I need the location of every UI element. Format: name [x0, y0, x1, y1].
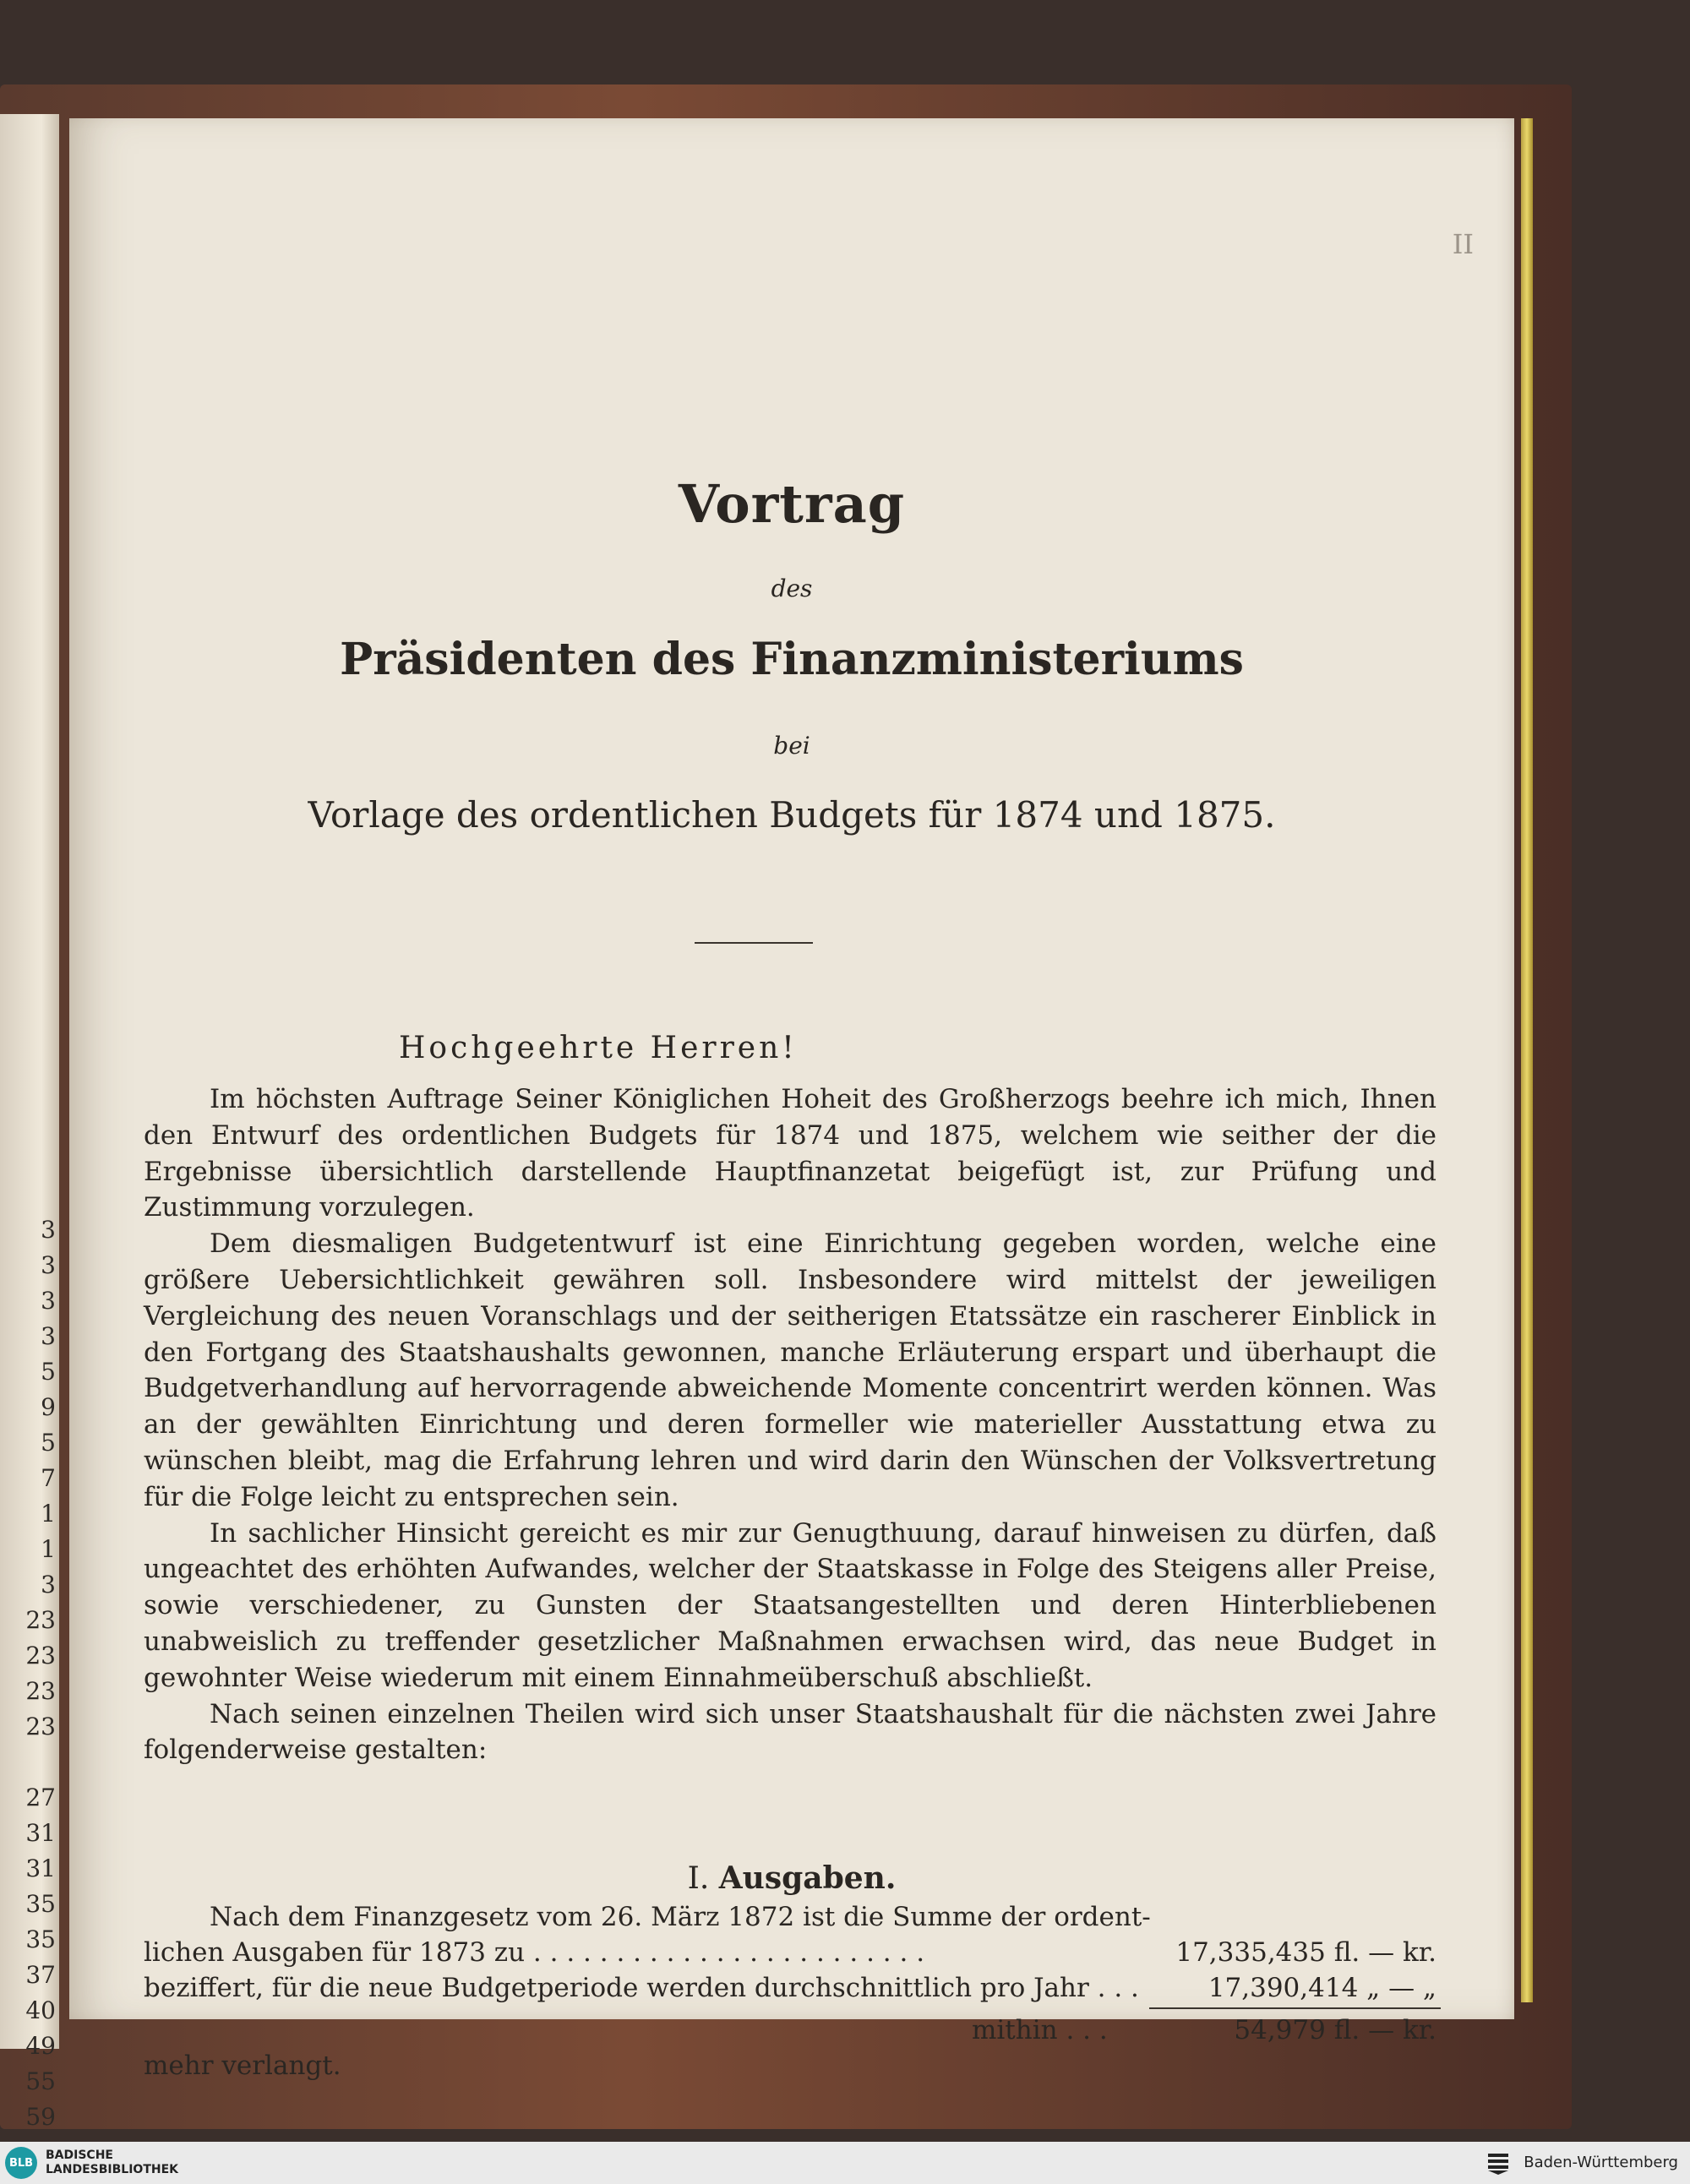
finance-row	[144, 2012, 1436, 2048]
title-line3: Vorlage des ordentlichen Budgets für 1874 und 1875.	[308, 794, 1276, 836]
left-page-number: 55	[25, 2067, 56, 2095]
left-page-number: 1	[41, 1500, 56, 1528]
finance-amount: 17,335,435 fl. — kr.	[1175, 1937, 1436, 1968]
finance-intro: Nach dem Finanzgesetz vom 26. März 1872 ist die Summe der ordent-	[210, 1902, 1151, 1932]
left-page-number: 3	[41, 1251, 56, 1279]
paragraph: Dem diesmaligen Budgetentwurf ist eine Einrichtung gegeben worden, welche eine größere Uebersichtlichkeit gewähren soll. Insbesondere wird mittelst der jeweiligen Vergleichung des neuen Voranschlags und der seitherigen Etatssätze ein rascherer Einblick in den Fortgang des Staatshaushalts gewonnen, manche Erläuterung erspart und überhaupt die Budgetverhandlung auf hervorragende abweichende Momente concentrirt werden können. Was an der gewählten Einrichtung und deren formeller wie materieller Ausstattung etwa zu wünschen bleibt, mag die Erfahrung lehren und wird darin den Wünschen der Volksvertretung für die Folge leicht zu entsprechen sein.	[144, 1228, 1436, 1512]
left-page-number: 35	[25, 1890, 56, 1918]
finance-label: lichen Ausgaben für 1873 zu . . . . . . . . . . . . . . . . . . . . . . . .	[144, 1937, 925, 1968]
corner-page-mark: II	[1452, 228, 1474, 260]
finance-label: beziffert, für die neue Budgetperiode werden durchschnittlich pro Jahr . . .	[144, 1973, 1139, 2003]
left-page-number: 3	[41, 1322, 56, 1350]
page-title: Vortrag	[678, 473, 906, 535]
library-name[interactable]	[46, 2149, 178, 2177]
library-name-line2: LANDESBIBLIOTHEK	[46, 2163, 179, 2176]
title-des: des	[771, 575, 813, 602]
left-page-number: 27	[25, 1784, 56, 1811]
left-page-number	[0, 1745, 56, 1780]
paragraph: Nach seinen einzelnen Theilen wird sich unser Staatshaushalt für die nächsten zwei Jahre folgenderweise gestalten:	[144, 1698, 1436, 1766]
sum-rule	[1149, 2007, 1441, 2009]
finance-label: mithin . . .	[972, 2015, 1108, 2045]
left-page-number: 59	[25, 2103, 56, 2131]
left-page-number: 9	[41, 1393, 56, 1421]
left-page-number: 5	[41, 1429, 56, 1457]
salutation: Hochgeehrte Herren!	[399, 1031, 798, 1065]
library-name-line1: BADISCHE	[46, 2149, 113, 2162]
blb-logo-icon[interactable]: BLB	[5, 2147, 37, 2179]
left-page-edge	[0, 114, 59, 2131]
left-page-number: 7	[41, 1464, 56, 1492]
paragraph: In sachlicher Hinsicht gereicht es mir zur Genugthuung, darauf hinweisen zu dürfen, daß ungeachtet des erhöhten Aufwandes, welcher der Staatskasse in Folge des Steigens aller Preise, sowie verschiedener, zu Gunsten der Staatsangestellten und deren Hinterbliebenen unabweislich zu treffender gesetzlicher Maßnahmen erwachsen wird, das neue Budget in gewohnter Weise wiederum mit einem Einnahmeüberschuß abschließt.	[144, 1517, 1436, 1693]
section-title: Ausgaben.	[718, 1860, 897, 1896]
left-page-number: 31	[25, 1854, 56, 1882]
left-page-number: 5	[41, 1358, 56, 1386]
left-page-number: 23	[25, 1677, 56, 1705]
state-name[interactable]: Baden-Württemberg	[1524, 2154, 1678, 2171]
left-page-number: 23	[25, 1642, 56, 1669]
page-subtitle: Präsidenten des Finanzministeriums	[340, 634, 1244, 685]
left-page-number: 3	[41, 1571, 56, 1599]
left-page-number: 3	[41, 1216, 56, 1244]
section-heading	[69, 1860, 1514, 1896]
body-text	[144, 1081, 1436, 1768]
paragraph: Im höchsten Auftrage Seiner Königlichen Hoheit des Großherzogs beehre ich mich, Ihnen den Entwurf des ordentlichen Budgets für 1874 und 1875, welchem wie seither der die Ergebnisse übersichtlich darstellende Hauptfinanzetat beigefügt ist, zur Prüfung und Zustimmung vorzulegen.	[144, 1084, 1436, 1223]
bw-coat-of-arms-icon[interactable]	[1486, 2150, 1511, 2176]
left-page-number: 31	[25, 1819, 56, 1847]
left-page-number: 35	[25, 1925, 56, 1953]
finance-amount: 17,390,414 „ — „	[1208, 1973, 1436, 2003]
left-page-number: 3	[41, 1287, 56, 1315]
left-page-number: 49	[25, 2032, 56, 2060]
gilt-edge	[1521, 118, 1533, 2002]
title-bei: bei	[773, 732, 810, 760]
section-numeral: I.	[687, 1861, 710, 1896]
left-page-number: 37	[25, 1961, 56, 1989]
left-page-number: 23	[25, 1606, 56, 1634]
finance-row	[144, 1970, 1436, 2006]
viewer-bottom-bar	[0, 2142, 1690, 2184]
page	[69, 118, 1514, 2081]
finance-amount: 54,979 fl. — kr.	[1234, 2015, 1436, 2045]
title-rule	[695, 942, 813, 944]
left-page-number: 40	[25, 1996, 56, 2024]
left-page-numbers	[0, 1212, 56, 2135]
finance-tail: mehr verlangt.	[144, 2051, 341, 2081]
left-page-number: 1	[41, 1535, 56, 1563]
left-page-number: 23	[25, 1713, 56, 1740]
finance-row	[144, 1935, 1436, 1970]
